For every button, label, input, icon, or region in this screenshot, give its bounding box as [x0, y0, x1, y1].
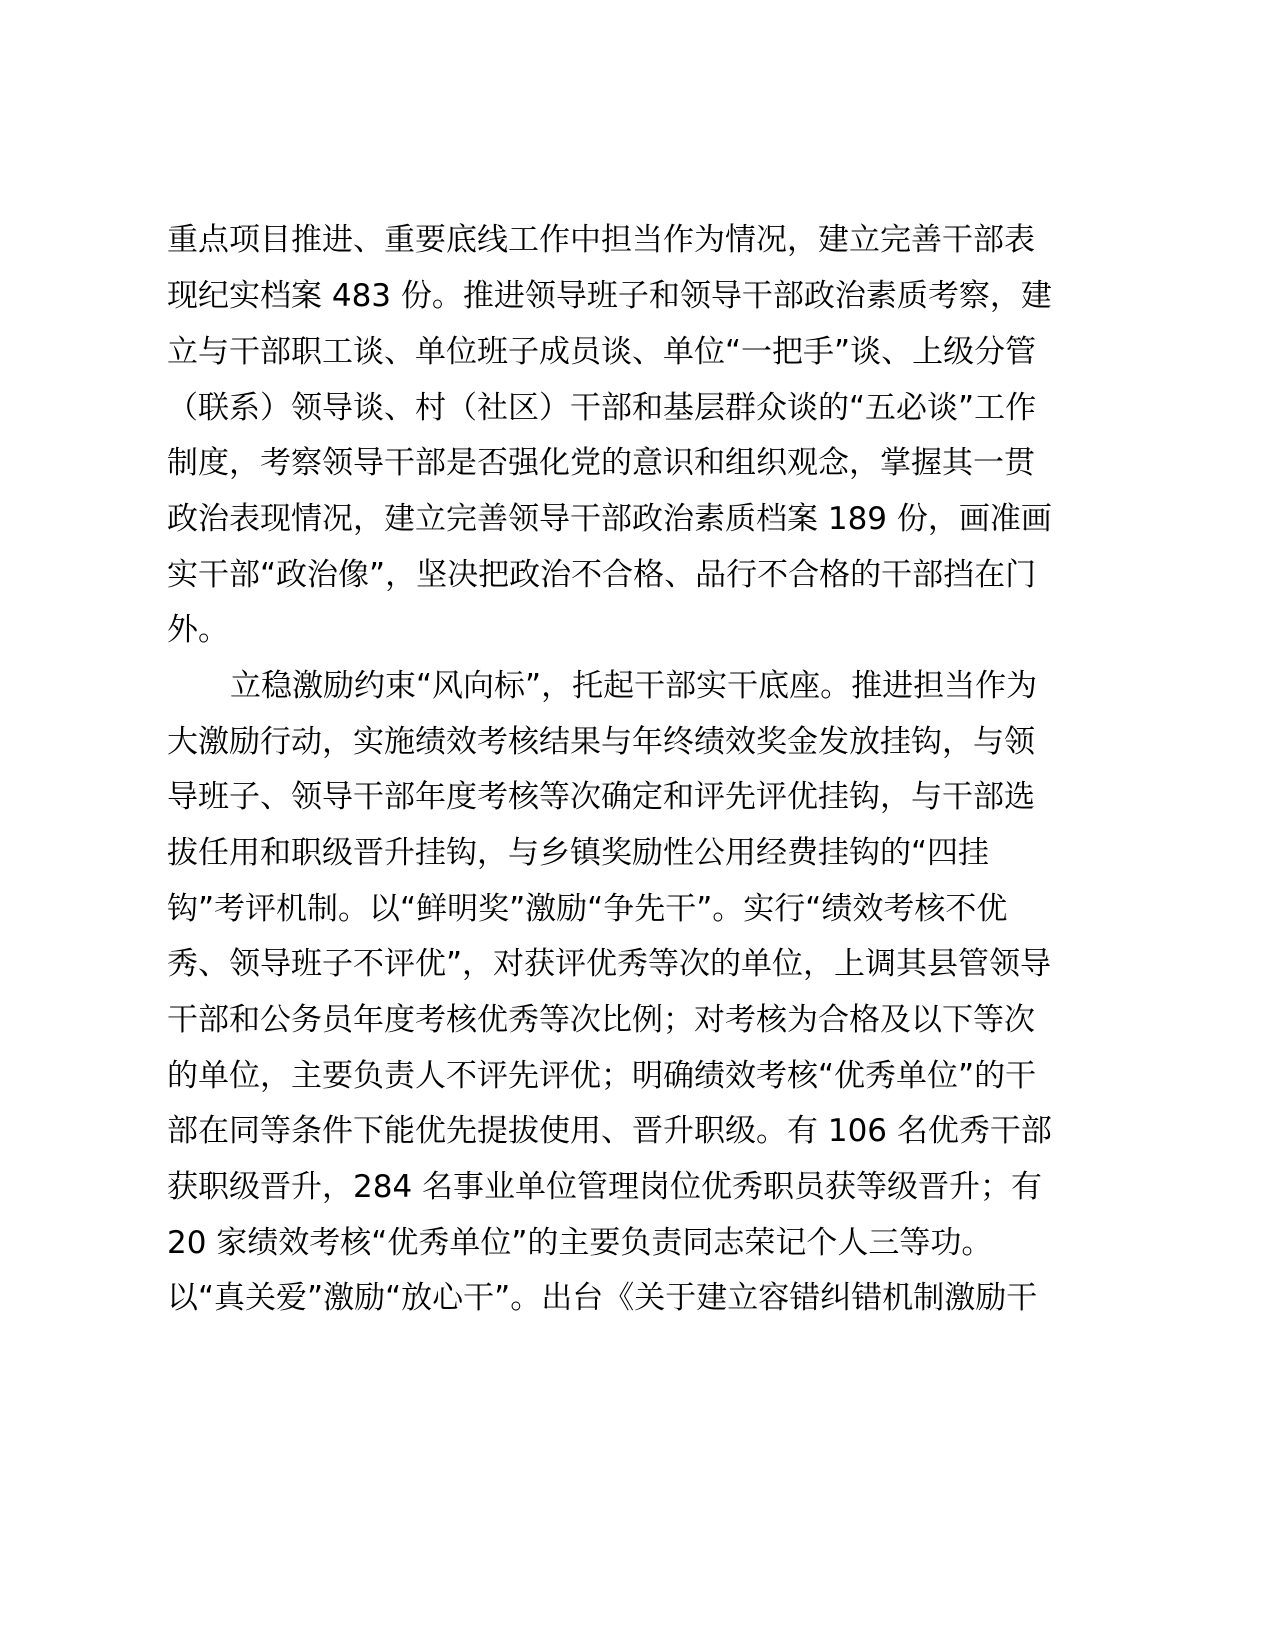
text-line: 实干部“政治像”，坚决把政治不合格、品行不合格的干部挡在门	[167, 557, 1037, 593]
text-line: 以“真关爱”激励“放心干”。出台《关于建立容错纠错机制激励干	[167, 1280, 1038, 1316]
text-line: 拔任用和职级晋升挂钩，与乡镇奖励性公用经费挂钩的“四挂	[167, 835, 990, 871]
text-line: 政治表现情况，建立完善领导干部政治素质档案 189 份，画准画	[167, 501, 1052, 537]
text-line: 立与干部职工谈、单位班子成员谈、单位“一把手”谈、上级分管	[167, 334, 1037, 370]
text-line: 秀、领导班子不评优”，对获评优秀等次的单位，上调其县管领导	[167, 946, 1052, 982]
text-line: 干部和公务员年度考核优秀等次比例；对考核为合格及以下等次	[167, 1002, 1035, 1038]
text-line: 重点项目推进、重要底线工作中担当作为情况，建立完善干部表	[167, 222, 1035, 258]
text-line: 制度，考察领导干部是否强化党的意识和组织观念，掌握其一贯	[167, 445, 1035, 481]
text-line: 部在同等条件下能优先提拔使用、晋升职级。有 106 名优秀干部	[167, 1113, 1052, 1149]
text-line: 外。	[167, 612, 229, 648]
text-line: 钩”考评机制。以“鲜明奖”激励“争先干”。实行“绩效考核不优	[167, 891, 1008, 927]
text-line: 20 家绩效考核“优秀单位”的主要负责同志荣记个人三等功。	[167, 1225, 993, 1261]
text-line: 大激励行动，实施绩效考核结果与年终绩效奖金发放挂钩，与领	[167, 724, 1035, 760]
text-line: 现纪实档案 483 份。推进领导班子和领导干部政治素质考察，建	[167, 278, 1052, 314]
text-line: 导班子、领导干部年度考核等次确定和评先评优挂钩，与干部选	[167, 779, 1035, 815]
text-line: 的单位，主要负责人不评先评优；明确绩效考核“优秀单位”的干	[167, 1058, 1037, 1094]
paragraph-start-line: 立稳激励约束“风向标”，托起干部实干底座。推进担当作为	[230, 668, 1038, 704]
text-line: 获职级晋升，284 名事业单位管理岗位优秀职员获等级晋升；有	[167, 1169, 1043, 1205]
text-line: （联系）领导谈、村（社区）干部和基层群众谈的“五必谈”工作	[167, 390, 1037, 426]
